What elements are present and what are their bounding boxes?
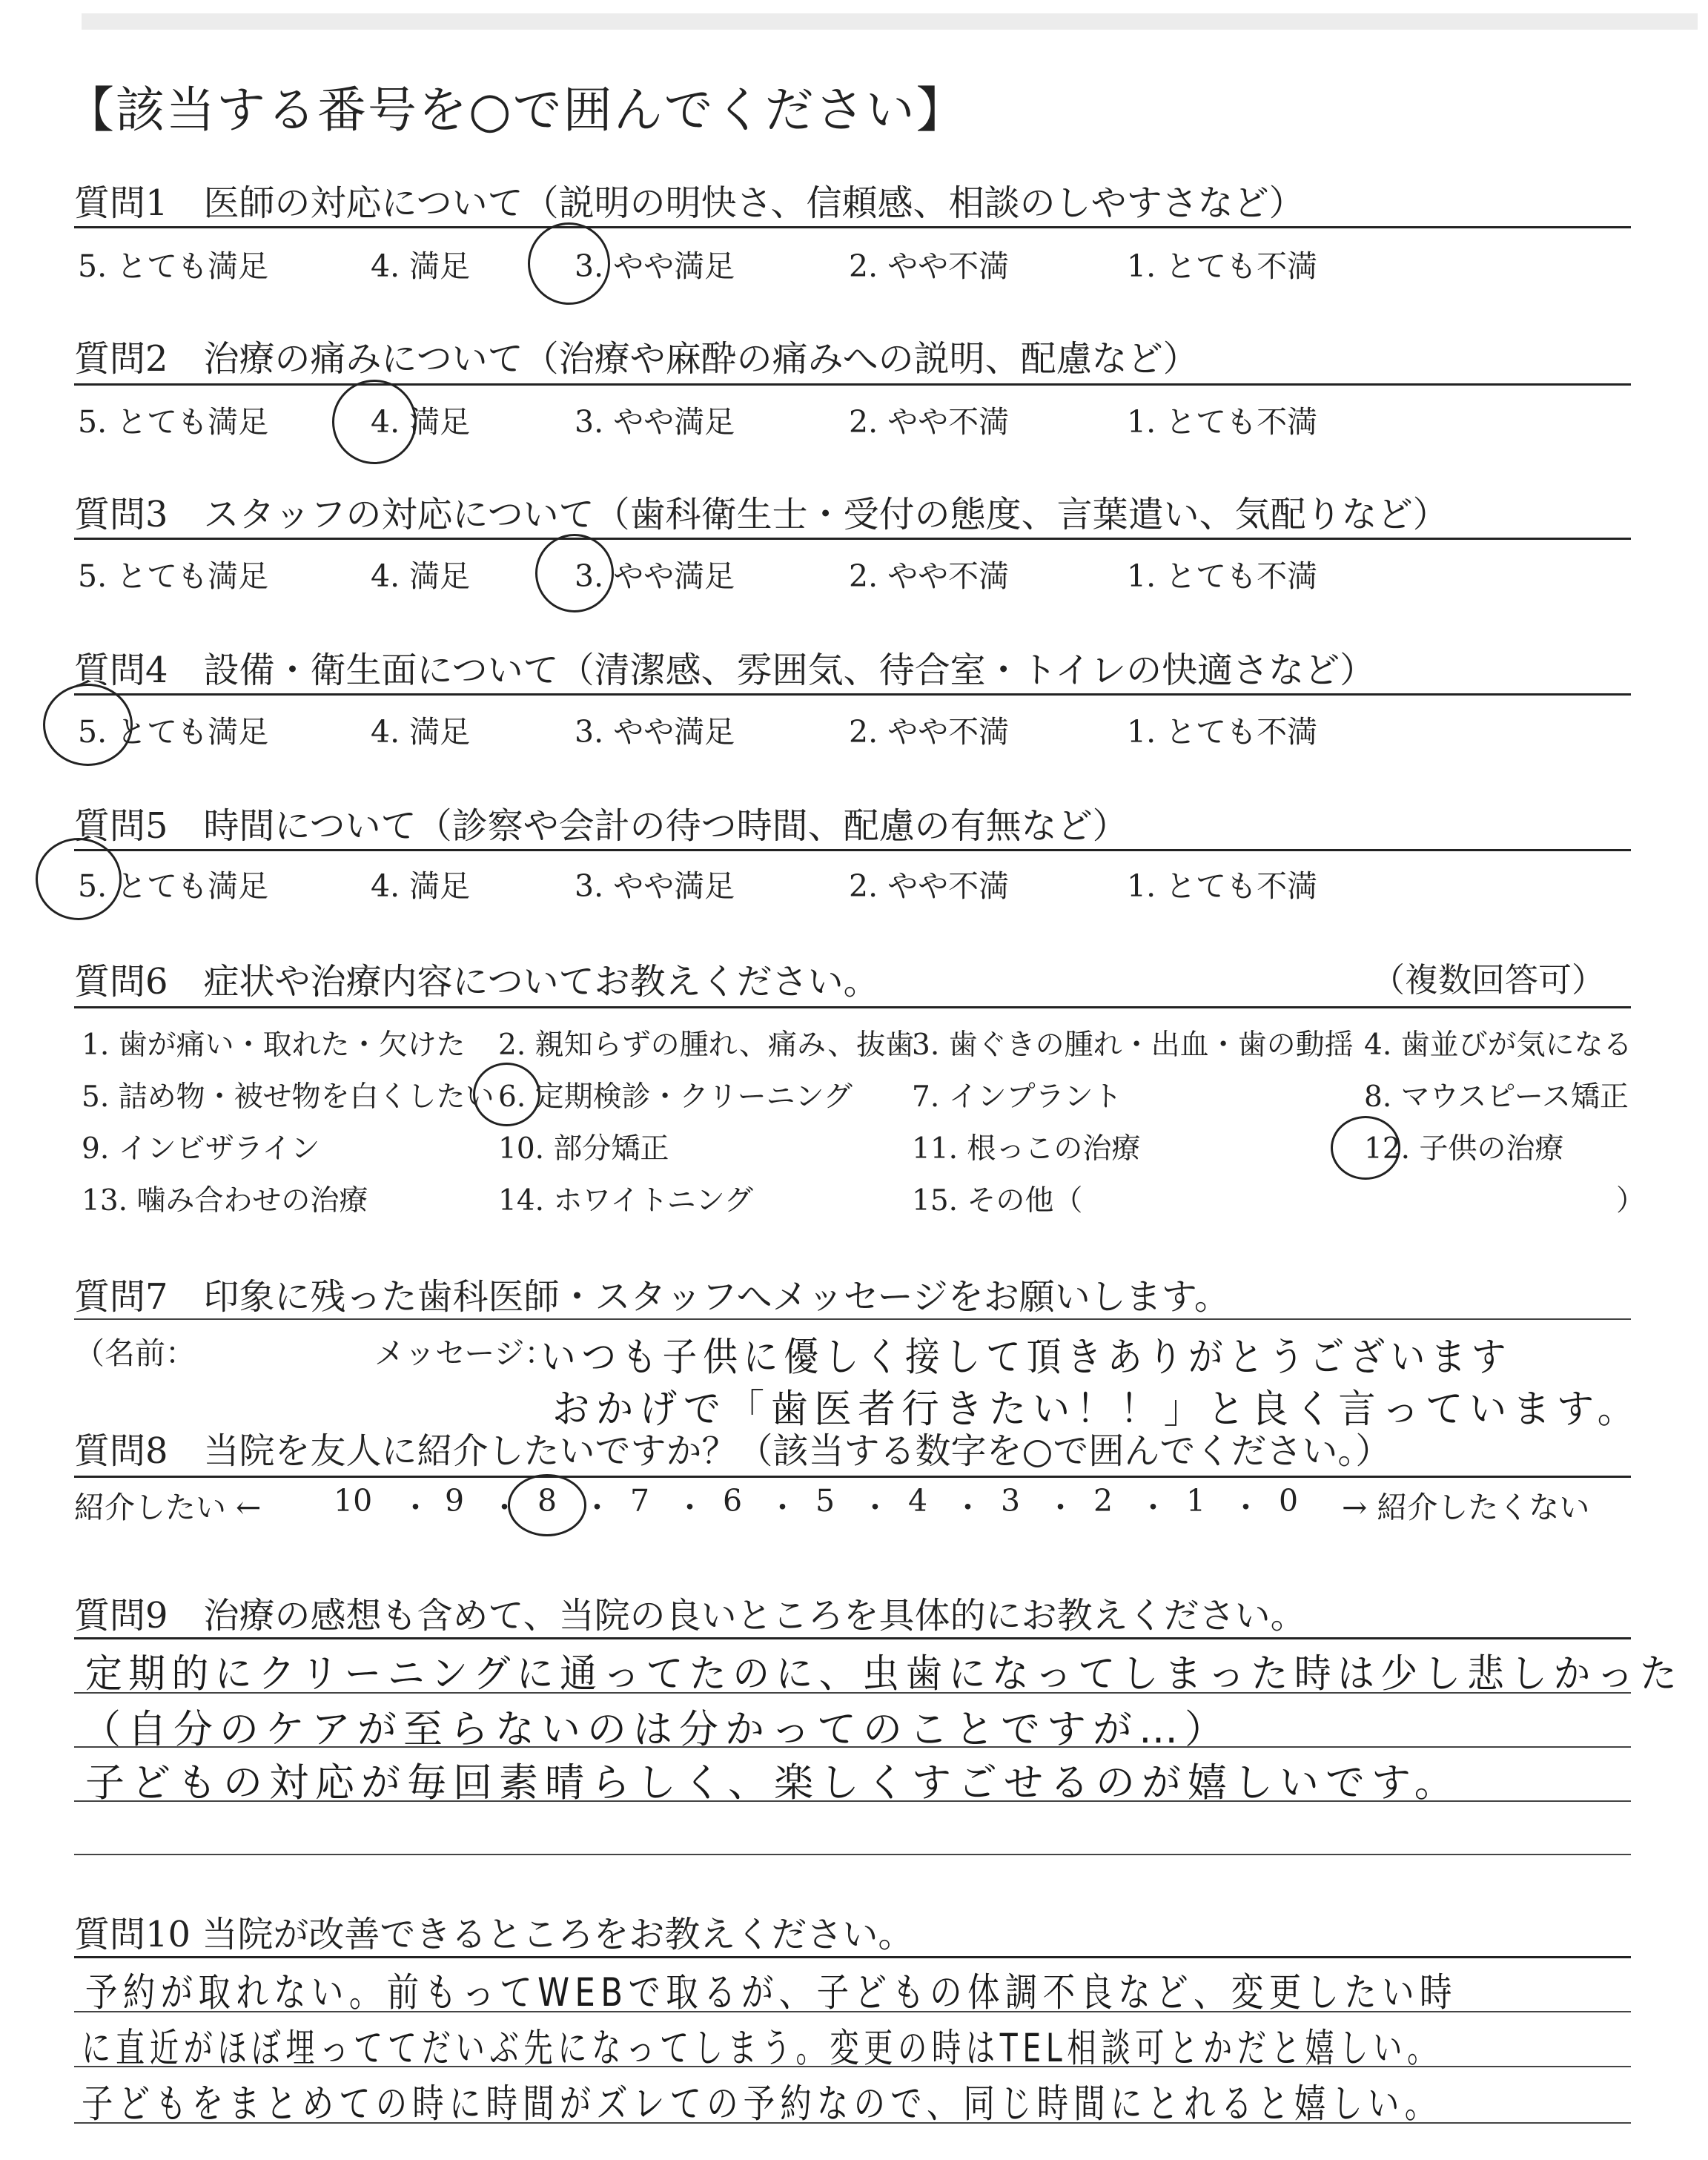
q6-item-8[interactable]: 8. マウスピース矯正	[1364, 1080, 1629, 1114]
q2-option-1[interactable]: 1. とても不満	[1127, 404, 1318, 440]
q5-selection-circle	[36, 838, 122, 920]
q6-multiple-note: （複数回答可）	[1371, 960, 1606, 1000]
q5-title: 質問5 時間について（診察や会計の待つ時間、配慮の有無など）	[74, 805, 1128, 847]
q1-option-3[interactable]: 3. やや満足	[575, 248, 735, 284]
q6-item-1[interactable]: 1. 歯が痛い・取れた・欠けた	[82, 1028, 466, 1062]
q5-option-4[interactable]: 4. 満足	[371, 868, 471, 904]
q5-option-2[interactable]: 2. やや不満	[849, 868, 1010, 904]
q5-option-3[interactable]: 3. やや満足	[575, 868, 735, 904]
scan-edge	[82, 13, 1698, 30]
q3-rule	[74, 538, 1631, 540]
q9-writing-line-3	[74, 1800, 1631, 1802]
q10-line-1: 予約が取れない。前もってWEBで取るが、子どもの体調不良など、変更したい時	[85, 1970, 1457, 2015]
q1-rule	[74, 226, 1631, 228]
q8-dot: ・	[1231, 1490, 1261, 1525]
q7-message-line-2: おかげで「歯医者行きたい！！」と良く言っています。	[552, 1387, 1641, 1432]
q6-item-2[interactable]: 2. 親知らずの腫れ、痛み、抜歯	[498, 1028, 915, 1062]
q6-item-11[interactable]: 11. 根っこの治療	[912, 1132, 1141, 1166]
q4-option-5[interactable]: 5. とても満足	[78, 714, 269, 750]
q2-option-4[interactable]: 4. 満足	[371, 404, 471, 440]
q1-option-2[interactable]: 2. やや不満	[849, 248, 1010, 284]
q5-rule	[74, 849, 1631, 851]
q2-option-2[interactable]: 2. やや不満	[849, 404, 1010, 440]
q10-writing-line-2	[74, 2066, 1631, 2067]
q2-option-3[interactable]: 3. やや満足	[575, 404, 735, 440]
q10-writing-line-1	[74, 2011, 1631, 2012]
q10-line-3: 子どもをまとめての時に時間がズレての予約なので、同じ時間にとれると嬉しい。	[82, 2081, 1442, 2127]
q8-number-8[interactable]: 8	[537, 1483, 557, 1519]
q8-number-10[interactable]: 10	[334, 1483, 373, 1519]
q7-title: 質問7 印象に残った歯科医師・スタッフへメッセージをお願いします。	[74, 1276, 1230, 1318]
q8-dot: ・	[767, 1490, 798, 1525]
q8-right-label: → 紹介したくない	[1342, 1490, 1590, 1525]
q5-option-5[interactable]: 5. とても満足	[78, 868, 269, 904]
q4-title: 質問4 設備・衛生面について（清潔感、雰囲気、待合室・トイレの快適さなど）	[74, 650, 1376, 691]
q6-item-5[interactable]: 5. 詰め物・被せ物を白くしたい	[82, 1080, 494, 1114]
q8-dot: ・	[953, 1490, 983, 1525]
q6-selection-circle-6	[473, 1063, 540, 1126]
q9-line-2: （自分のケアが至らないのは分かってのことですが…）	[82, 1707, 1231, 1752]
q10-title: 質問10 当院が改善できるところをお教えください。	[74, 1914, 914, 1955]
q8-number-3[interactable]: 3	[1001, 1483, 1021, 1519]
q8-selection-circle	[508, 1474, 586, 1536]
q8-title: 質問8 当院を友人に紹介したいですか？（該当する数字を○で囲んでください。）	[74, 1430, 1391, 1472]
q8-number-4[interactable]: 4	[908, 1483, 928, 1519]
q10-writing-line-3	[74, 2122, 1631, 2124]
q1-title: 質問1 医師の対応について（説明の明快さ、信頼感、相談のしやすさなど）	[74, 182, 1305, 224]
q5-option-1[interactable]: 1. とても不満	[1127, 868, 1318, 904]
q9-writing-line-4	[74, 1854, 1631, 1855]
q3-option-3[interactable]: 3. やや満足	[575, 558, 735, 594]
q6-item-10[interactable]: 10. 部分矯正	[498, 1132, 669, 1166]
q6-title: 質問6 症状や治療内容についてお教えください。	[74, 961, 879, 1003]
q8-rule	[74, 1476, 1631, 1478]
q8-dot: ・	[400, 1490, 431, 1525]
q6-item-13[interactable]: 13. 噛み合わせの治療	[82, 1184, 368, 1218]
q8-left-label: 紹介したい ←	[74, 1490, 262, 1525]
q8-number-0[interactable]: 0	[1279, 1483, 1299, 1519]
q8-number-9[interactable]: 9	[445, 1483, 465, 1519]
q8-dot: ・	[1045, 1490, 1076, 1525]
q2-title: 質問2 治療の痛みについて（治療や麻酔の痛みへの説明、配慮など）	[74, 338, 1199, 380]
q6-item-9[interactable]: 9. インビザライン	[82, 1132, 320, 1166]
q4-option-4[interactable]: 4. 満足	[371, 714, 471, 750]
q9-line-3: 子どもの対応が毎回素晴らしく、楽しくすごせるのが嬉しいです。	[85, 1760, 1460, 1806]
q3-option-2[interactable]: 2. やや不満	[849, 558, 1010, 594]
q8-dot: ・	[489, 1490, 520, 1525]
q10-line-2: に直近がほぼ埋っててだいぶ先になってしまう。変更の時はTEL相談可とかだと嬉しい。	[82, 2026, 1442, 2071]
q6-selection-circle-12	[1331, 1116, 1400, 1180]
q6-item-12[interactable]: 12. 子供の治療	[1364, 1132, 1564, 1166]
q2-selection-circle	[332, 380, 417, 464]
q9-line-1: 定期的にクリーニングに通ってたのに、虫歯になってしまった時は少し悲しかった	[85, 1651, 1684, 1697]
q10-rule	[74, 1956, 1631, 1958]
q6-item-15-close: ）	[1616, 1184, 1646, 1218]
q8-dot: ・	[1138, 1490, 1168, 1525]
q6-item-7[interactable]: 7. インプラント	[912, 1080, 1122, 1114]
q1-selection-circle	[528, 222, 610, 305]
q6-item-14[interactable]: 14. ホワイトニング	[498, 1184, 753, 1218]
q7-name-label: （名前：	[74, 1335, 196, 1371]
form-heading: 【該当する番号を○で囲んでください】	[65, 82, 967, 139]
q4-option-2[interactable]: 2. やや不満	[849, 714, 1010, 750]
q1-option-1[interactable]: 1. とても不満	[1127, 248, 1318, 284]
q8-dot: ・	[860, 1490, 890, 1525]
q7-rule	[74, 1318, 1631, 1320]
q1-option-5[interactable]: 5. とても満足	[78, 248, 269, 284]
q3-option-1[interactable]: 1. とても不満	[1127, 558, 1318, 594]
q7-message-line-1: いつも子供に優しく接して頂きありがとうございます	[541, 1335, 1512, 1380]
q6-item-4[interactable]: 4. 歯並びが気になる	[1364, 1028, 1632, 1062]
q8-number-6[interactable]: 6	[723, 1483, 743, 1519]
q9-rule	[74, 1637, 1631, 1639]
q4-option-1[interactable]: 1. とても不満	[1127, 714, 1318, 750]
q8-number-7[interactable]: 7	[630, 1483, 650, 1519]
q9-writing-line-1	[74, 1692, 1631, 1694]
q6-rule	[74, 1006, 1631, 1008]
q4-rule	[74, 693, 1631, 696]
q8-dot: ・	[675, 1490, 705, 1525]
q3-option-4[interactable]: 4. 満足	[371, 558, 471, 594]
q9-title: 質問9 治療の感想も含めて、当院の良いところを具体的にお教えください。	[74, 1595, 1306, 1636]
q6-item-15[interactable]: 15. その他（	[912, 1184, 1083, 1218]
q3-option-5[interactable]: 5. とても満足	[78, 558, 269, 594]
q6-item-6[interactable]: 6. 定期検診・クリーニング	[498, 1080, 853, 1114]
q8-dot: ・	[582, 1490, 612, 1525]
q4-option-3[interactable]: 3. やや満足	[575, 714, 735, 750]
q8-number-2[interactable]: 2	[1093, 1483, 1113, 1519]
q8-number-1[interactable]: 1	[1186, 1483, 1206, 1519]
q2-option-5[interactable]: 5. とても満足	[78, 404, 269, 440]
q3-title: 質問3 スタッフの対応について（歯科衛生士・受付の態度、言葉遣い、気配りなど）	[74, 494, 1449, 535]
q1-option-4[interactable]: 4. 満足	[371, 248, 471, 284]
q3-selection-circle	[535, 534, 614, 612]
q6-item-3[interactable]: 3. 歯ぐきの腫れ・出血・歯の動揺	[912, 1028, 1354, 1062]
q4-selection-circle	[43, 684, 133, 766]
q2-rule	[74, 383, 1631, 386]
q9-writing-line-2	[74, 1746, 1631, 1748]
q8-number-5[interactable]: 5	[815, 1483, 835, 1519]
q7-message-label: メッセージ：	[374, 1335, 555, 1371]
